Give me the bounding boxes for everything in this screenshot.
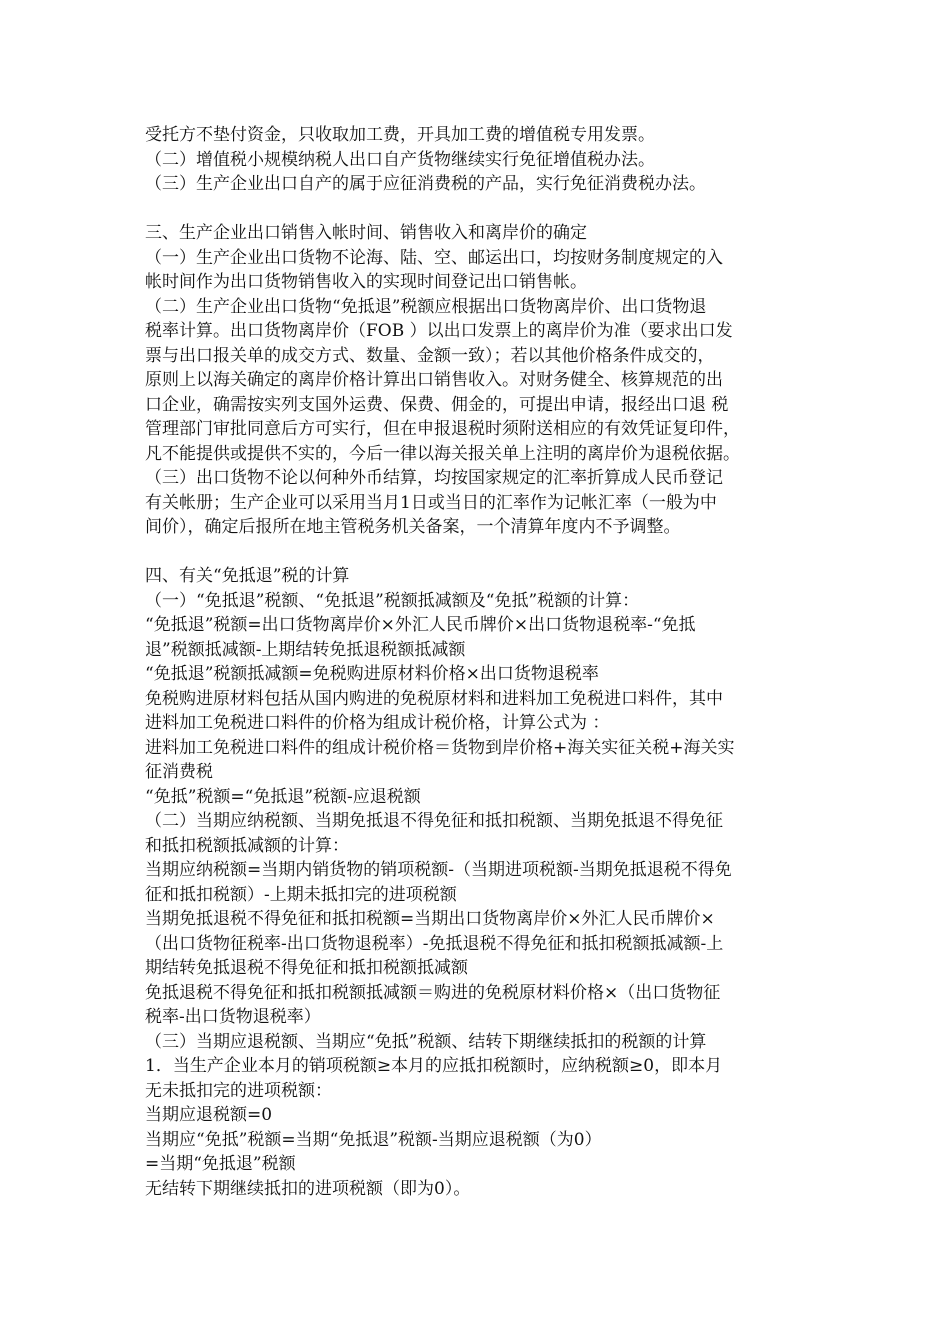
text-line: （出口货物征税率-出口货物退税率）-免抵退税不得免征和抵扣税额抵减额-上	[145, 933, 724, 954]
text-line: （一）“免抵退”税额、“免抵退”税额抵减额及“免抵”税额的计算：	[145, 590, 640, 611]
text-line: 进料加工免税进口料件的组成计税价格＝货物到岸价格+海关实征关税+海关实	[145, 737, 735, 758]
text-line: 1．当生产企业本月的销项税额≥本月的应抵扣税额时，应纳税额≥0，即本月	[145, 1056, 723, 1076]
text-line: （二）生产企业出口货物“免抵退”税额应根据出口货物离岸价、出口货物退	[145, 296, 707, 317]
text-line: 四、有关“免抵退”税的计算	[145, 566, 350, 586]
text-line: （三）当期应退税额、当期应“免抵”税额、结转下期继续抵扣的税额的计算	[145, 1031, 707, 1052]
text-line: 征消费税	[145, 762, 213, 782]
text-line: 当期应退税额=0	[145, 1105, 273, 1125]
text-line: 税率计算。出口货物离岸价（FOB ）以出口发票上的离岸价为准（要求出口发	[145, 321, 733, 341]
text-line: （一）生产企业出口货物不论海、陆、空、邮运出口，均按财务制度规定的入	[145, 247, 723, 268]
text-line: 当期应“免抵”税额=当期“免抵退”税额-当期应退税额（为0）	[145, 1129, 602, 1150]
text-line: 管理部门审批同意后方可实行，但在申报退税时须附送相应的有效凭证复印件，	[145, 419, 740, 439]
text-line: 无未抵扣完的进项税额：	[145, 1080, 332, 1101]
text-line: 当期免抵退税不得免征和抵扣税额=当期出口货物离岸价×外汇人民币牌价×	[145, 909, 715, 929]
text-line: 当期应纳税额=当期内销货物的销项税额-（当期进项税额-当期免抵退税不得免	[145, 860, 732, 880]
text-line: 和抵扣税额抵减额的计算：	[145, 835, 349, 856]
text-line: （二）增值税小规模纳税人出口自产货物继续实行免征增值税办法。	[145, 149, 655, 170]
text-line: “免抵”税额=“免抵退”税额-应退税额	[145, 786, 421, 807]
text-line: 税率-出口货物退税率）	[145, 1007, 321, 1027]
text-line: 免税购进原材料包括从国内购进的免税原材料和进料加工免税进口料件，其中	[145, 688, 723, 709]
text-line: 无结转下期继续抵扣的进项税额（即为0）。	[145, 1178, 471, 1199]
text-line: 三、生产企业出口销售入帐时间、销售收入和离岸价的确定	[145, 223, 587, 243]
text-line: “免抵退”税额=出口货物离岸价×外汇人民币牌价×出口货物退税率-“免抵	[145, 615, 696, 635]
text-line: 进料加工免税进口料件的价格为组成计税价格，计算公式为 ：	[145, 713, 610, 733]
text-line: 原则上以海关确定的离岸价格计算出口销售收入。对财务健全、核算规范的出	[145, 370, 723, 390]
text-line: （二）当期应纳税额、当期免抵退不得免征和抵扣税额、当期免抵退不得免征	[145, 811, 723, 831]
text-line: （三）生产企业出口自产的属于应征消费税的产品，实行免征消费税办法。	[145, 174, 706, 194]
text-line: =当期“免抵退”税额	[145, 1154, 296, 1174]
text-line: 票与出口报关单的成交方式、数量、金额一致）；若以其他价格条件成交的，	[145, 345, 715, 366]
blank-line	[145, 197, 825, 222]
document-body	[145, 123, 825, 1201]
text-line: 期结转免抵退税不得免征和抵扣税额抵减额	[145, 958, 468, 978]
text-line: （三）出口货物不论以何种外币结算，均按国家规定的汇率折算成人民币登记	[145, 468, 723, 488]
text-line: 征和抵扣税额）-上期未抵扣完的进项税额	[145, 884, 457, 905]
text-line: 帐时间作为出口货物销售收入的实现时间登记出口销售帐。	[145, 272, 587, 292]
text-line: 受托方不垫付资金，只收取加工费，开具加工费的增值税专用发票。	[145, 125, 655, 145]
text-line: “免抵退”税额抵减额=免税购进原材料价格×出口货物退税率	[145, 664, 599, 684]
text-line: 有关帐册；生产企业可以采用当月1日或当日的汇率作为记帐汇率（一般为中	[145, 492, 717, 513]
blank-line	[145, 540, 825, 565]
text-line: 凡不能提供或提供不实的，今后一律以海关报关单上注明的离岸价为退税依据。	[145, 443, 740, 464]
text-line: 口企业，确需按实列支国外运费、保费、佣金的，可提出申请，报经出口退 税	[145, 394, 729, 415]
text-line: 间价），确定后报所在地主管税务机关备案，一个清算年度内不予调整。	[145, 517, 681, 537]
text-line: 退”税额抵减额-上期结转免抵退税额抵减额	[145, 639, 466, 660]
text-line: 免抵退税不得免征和抵扣税额抵减额＝购进的免税原材料价格×（出口货物征	[145, 982, 721, 1003]
